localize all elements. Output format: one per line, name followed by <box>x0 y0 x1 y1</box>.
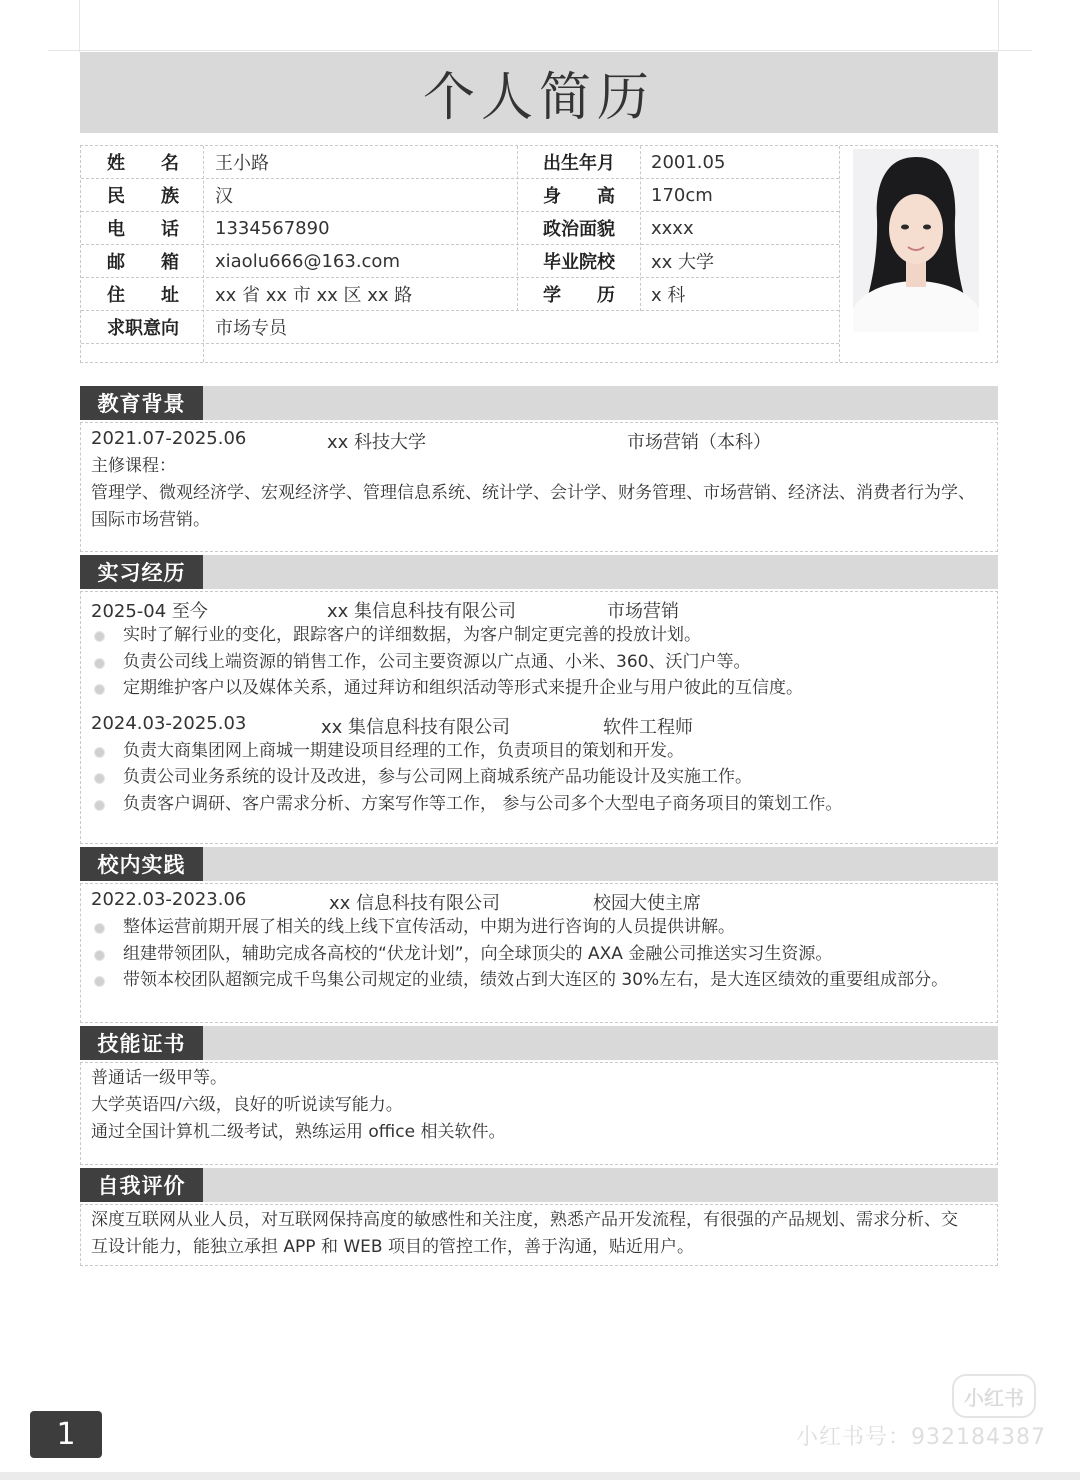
label-ethnicity <box>107 179 179 211</box>
courses-text: 国际市场营销。 <box>91 510 210 530</box>
evaluation-text: 深度互联网从业人员，对互联网保持高度的敏感性和关注度，熟悉产品开发流程，有很强的产品规划、需求分析、交 <box>91 1210 958 1230</box>
section-title: 校内实践 <box>80 847 203 881</box>
section-header <box>80 847 998 881</box>
evaluation-text: 互设计能力，能独立承担 APP 和 WEB 项目的管控工作，善于沟通，贴近用户。 <box>91 1237 694 1257</box>
skill-line: 普通话一级甲等。 <box>91 1068 227 1088</box>
entry-school: xx 科技大学 <box>327 432 427 453</box>
entry-date: 2022.03-2023.06 <box>91 889 247 910</box>
section-body <box>80 1204 998 1266</box>
skill-line: 大学英语四/六级，良好的听说读写能力。 <box>91 1095 403 1115</box>
value-objective: 市场专员 <box>215 318 287 339</box>
label-char: 址 <box>161 285 179 306</box>
bullet-list <box>91 914 987 994</box>
label-name <box>107 146 179 178</box>
value-height: 170cm <box>651 184 713 206</box>
label-char: 族 <box>161 186 179 207</box>
label-char: 电 <box>107 219 125 240</box>
courses-text: 管理学、微观经济学、宏观经济学、管理信息系统、统计学、会计学、财务管理、市场营销、经济法、消费者行为学、 <box>91 483 975 503</box>
info-row <box>81 212 839 245</box>
entry-header <box>91 886 987 914</box>
bullet-list <box>91 738 987 818</box>
entry-major: 市场营销（本科） <box>627 432 771 453</box>
info-row <box>81 146 839 179</box>
label-height <box>543 179 615 211</box>
bullet-list <box>91 622 987 702</box>
label-school: 毕业院校 <box>543 252 615 273</box>
label-char: 姓 <box>107 153 125 174</box>
section-body <box>80 1062 998 1165</box>
profile-photo <box>853 149 979 332</box>
entry-date: 2021.07-2025.06 <box>91 428 247 449</box>
page-edge <box>48 50 1032 51</box>
grid-line <box>517 146 518 311</box>
list-item: 定期维护客户以及媒体关系，通过拜访和组织活动等形式来提升企业与用户彼此的互信度。 <box>91 675 987 702</box>
section-body <box>80 591 998 844</box>
section-education <box>80 386 998 552</box>
list-item: 组建带领团队，辅助完成各高校的“伏龙计划”，向全球顶尖的 AXA 金融公司推送实习生资源。 <box>91 941 987 968</box>
resume-document <box>80 52 998 1266</box>
label-phone <box>107 212 179 244</box>
label-char: 话 <box>161 219 179 240</box>
section-body <box>80 883 998 1023</box>
resume-title: 个人简历 <box>422 68 655 128</box>
entry-role: 市场营销 <box>607 601 679 622</box>
value-phone: 1334567890 <box>215 217 330 239</box>
page-edge <box>998 0 999 52</box>
value-ethnicity: 汉 <box>215 186 233 207</box>
entry-company: xx 集信息科技有限公司 <box>327 601 517 622</box>
page-edge <box>79 0 80 52</box>
grid-line <box>839 146 840 362</box>
list-item: 实时了解行业的变化，跟踪客户的详细数据，为客户制定更完善的投放计划。 <box>91 622 987 649</box>
watermark-text: 小红书号：932184387 <box>796 1425 1046 1450</box>
entry-header <box>91 425 987 453</box>
label-char: 箱 <box>161 252 179 273</box>
list-item: 负责客户调研、客户需求分析、方案写作等工作， 参与公司多个大型电子商务项目的策划工作。 <box>91 791 987 818</box>
list-item: 负责公司线上端资源的销售工作，公司主要资源以广点通、小米、360、沃门户等。 <box>91 649 987 676</box>
label-char: 民 <box>107 186 125 207</box>
title-bar <box>80 52 998 133</box>
value-birth: 2001.05 <box>651 151 726 173</box>
label-char: 名 <box>161 153 179 174</box>
label-birth: 出生年月 <box>543 153 615 174</box>
entry-header <box>91 710 987 738</box>
section-campus <box>80 847 998 1023</box>
label-char: 学 <box>543 285 561 306</box>
label-objective: 求职意向 <box>107 318 179 339</box>
value-name: 王小路 <box>215 153 269 174</box>
list-item: 负责公司业务系统的设计及改进，参与公司网上商城系统产品功能设计及实施工作。 <box>91 764 987 791</box>
value-school: xx 大学 <box>651 252 715 273</box>
label-char: 邮 <box>107 252 125 273</box>
entry-company: xx 集信息科技有限公司 <box>321 716 511 738</box>
section-title: 教育背景 <box>80 386 203 420</box>
entry-company: xx 信息科技有限公司 <box>329 893 501 914</box>
label-char: 高 <box>597 186 615 207</box>
personal-info-table <box>80 145 998 363</box>
value-political: xxxx <box>651 217 694 239</box>
entry-role: 软件工程师 <box>603 716 693 738</box>
section-skills <box>80 1026 998 1165</box>
entry-role: 校园大使主席 <box>593 893 701 914</box>
section-self-evaluation <box>80 1168 998 1266</box>
entry-header <box>91 594 987 622</box>
section-title: 自我评价 <box>80 1168 203 1202</box>
courses-label: 主修课程： <box>91 456 176 476</box>
list-item: 带领本校团队超额完成千鸟集公司规定的业绩，绩效占到大连区的 30%左右，是大连区绩效的重要组成部分。 <box>91 967 987 994</box>
value-degree: x 科 <box>651 285 686 306</box>
section-header <box>80 555 998 589</box>
label-degree <box>543 278 615 310</box>
list-item: 整体运营前期开展了相关的线上线下宣传活动，中期为进行咨询的人员提供讲解。 <box>91 914 987 941</box>
label-char: 住 <box>107 285 125 306</box>
section-body <box>80 422 998 552</box>
label-char: 身 <box>543 186 561 207</box>
entry-date: 2024.03-2025.03 <box>91 712 247 734</box>
value-email: xiaolu666@163.com <box>215 250 400 272</box>
section-internship <box>80 555 998 844</box>
watermark-logo: 小红书 <box>952 1374 1036 1418</box>
section-title: 技能证书 <box>80 1026 203 1060</box>
label-political: 政治面貌 <box>543 219 615 240</box>
info-row <box>81 245 839 278</box>
label-address <box>107 278 179 310</box>
list-item: 负责大商集团网上商城一期建设项目经理的工作，负责项目的策划和开发。 <box>91 738 987 765</box>
info-row <box>81 278 839 311</box>
grid-line <box>203 146 204 362</box>
section-header <box>80 386 998 420</box>
skill-line: 通过全国计算机二级考试，熟练运用 office 相关软件。 <box>91 1122 506 1142</box>
info-row <box>81 311 839 344</box>
label-email <box>107 245 179 277</box>
section-header <box>80 1026 998 1060</box>
section-title: 实习经历 <box>80 555 203 589</box>
page-number-badge: 1 <box>30 1411 102 1458</box>
info-row <box>81 179 839 212</box>
value-address: xx 省 xx 市 xx 区 xx 路 <box>215 285 413 306</box>
section-header <box>80 1168 998 1202</box>
label-char: 历 <box>597 285 615 306</box>
grid-line <box>640 146 641 311</box>
portrait-image <box>853 149 979 332</box>
entry-date: 2025-04 至今 <box>91 601 208 622</box>
